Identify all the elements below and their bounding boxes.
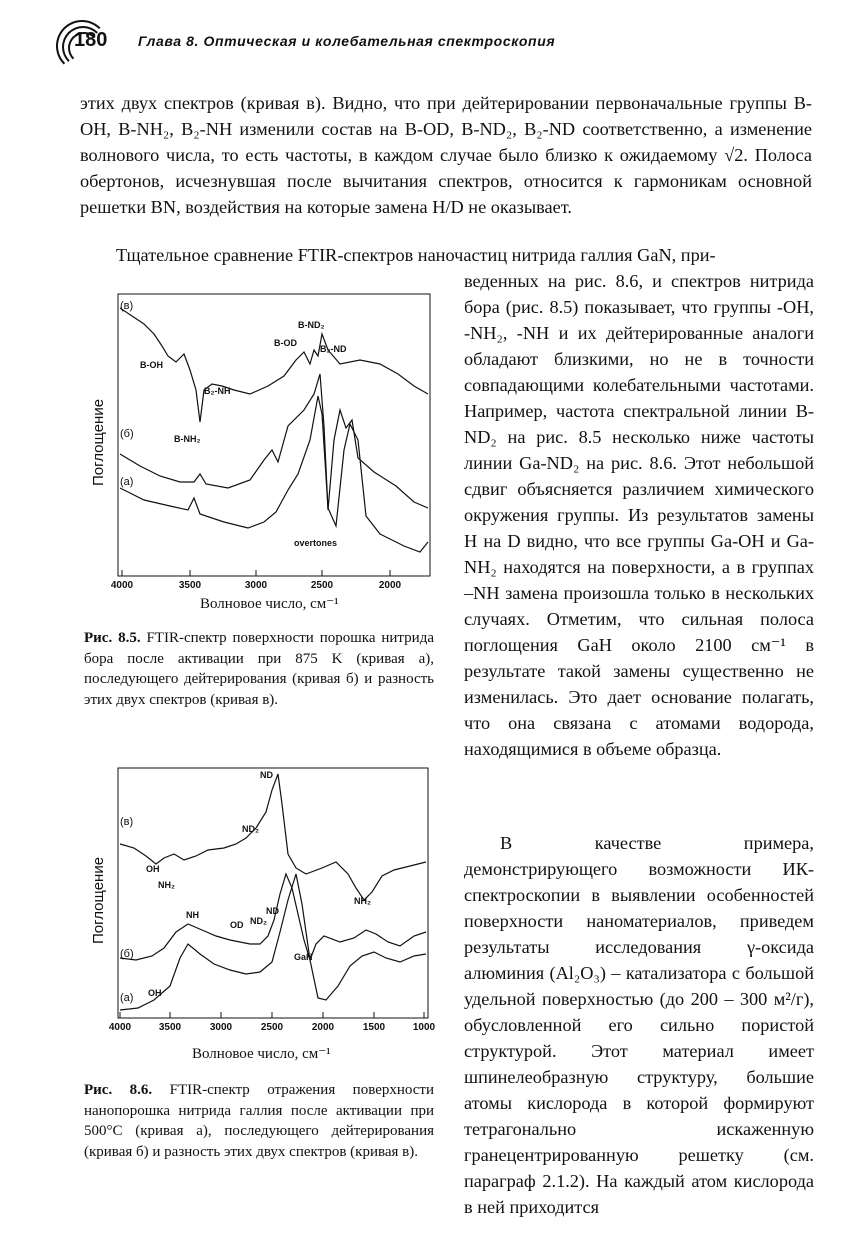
overtones-label: overtones: [294, 538, 338, 548]
peak-label-b-oh: B-OH: [140, 360, 163, 370]
top-paragraph: этих двух спектров (кривая в). Видно, что при дейтерировании первоначальные группы B-OH, B-NH₂, B₂-NH изменили состав на B-OD, B-ND₂, B₂-ND соответственно, а изменение волнового числа, то есть частоты, в каждом случае было близко к ожидаемому √2. Полоса обертонов, исчезнувшая после вычитания спектров, относится к гармоникам основной решетки BN, воздействия на которые замена H/D не оказывает.: [80, 93, 812, 217]
figure-8-5-caption: [84, 628, 434, 710]
xtick: 4000: [110, 580, 134, 591]
peak-label-od: OD: [230, 920, 244, 930]
figure-8-5-plot: [84, 290, 444, 620]
peak-label-b2-nd: B₂-ND: [320, 344, 347, 354]
curve-label-v: (в): [120, 816, 134, 828]
figure-8-6-xlabel: Волновое число, см⁻¹: [192, 1046, 331, 1062]
figure-8-6-ylabel: Поглощение: [90, 856, 107, 944]
figure-8-5: [84, 290, 444, 620]
caption-label: Рис. 8.5.: [84, 630, 141, 646]
xtick: 2500: [260, 1022, 284, 1033]
peak-label-b-nd2: B-ND₂: [298, 320, 325, 330]
peak-label-nd2-b: ND₂: [250, 916, 267, 926]
peak-label-b2-nh: B₂-NH: [204, 386, 231, 396]
peak-label-oh: OH: [146, 864, 160, 874]
figure-8-5-xlabel: Волновое число, см⁻¹: [200, 596, 339, 612]
caption-text: FTIR-спектр поверхности порошка нитрида бора после активации при 875 K (кривая а), последующего дейтерирования (кривая б) и разность этих двух спектров (кривая в).: [84, 630, 434, 708]
right-column-paragraph-2: В качестве примера, демонстрирующего возможности ИК-спектроскопии в выявлении особенностей поверхности наноматериалов, приведем результаты исследования γ-оксида алюминия (Al₂O₃) – катализатора с большой удельной поверхностью (до 200 – 300 м²/г), обусловленной его сильно пористой структурой. Этот материал имеет шпинелеобразную структуру, большие атомы кислорода в которой формируют тетрагонально искаженную гранецентрированную решетку (см. параграф 2.1.2). На каждый атом кислорода в ней приходится: [464, 833, 814, 1217]
xtick: 1000: [412, 1022, 436, 1033]
xtick: 2500: [310, 580, 334, 591]
page-number: 180: [74, 29, 108, 51]
peak-label-nd-b: ND: [266, 906, 279, 916]
xtick: 3500: [178, 580, 202, 591]
peak-label-b-od: B-OD: [274, 338, 297, 348]
peak-label-b-nh2: B-NH₂: [174, 434, 201, 444]
running-title: Глава 8. Оптическая и колебательная спектроскопия: [138, 33, 556, 49]
xtick: 3500: [158, 1022, 182, 1033]
peak-label-oh-b: OH: [148, 988, 162, 998]
figure-8-6-caption: [84, 1080, 434, 1162]
curve-label-a: (а): [120, 476, 134, 488]
right-column-paragraph-1: веденных на рис. 8.6, и спектров нитрида бора (рис. 8.5) показывает, что группы -OH, -NH₂, -NH и их дейтерированные аналоги обладают близкими, но не в точности совпадающими колебательными частотами. Например, частота спектральной линии B-ND₂ на рис. 8.5 несколько ниже частоты линии Ga-ND₂ на рис. 8.6. Этот небольшой сдвиг объясняется различием химического окружения группы. Из результатов замены H на D видно, что все группы Ga-OH и Ga-NH₂ находятся на поверхности, а в группах –NH замена произошла только в нескольких случаях. Отметим, что сильная полоса поглощения GaH около 2100 см⁻¹ в результате такой замены существенно не изменилась. Это дает основание полагать, что она связана с атомами водорода, находящимися в объеме образца.: [464, 271, 814, 759]
xtick: 2000: [311, 1022, 335, 1033]
peak-label-nh2-b: NH₂: [354, 896, 371, 906]
curve-label-v: (в): [120, 300, 134, 312]
curve-label-b: (б): [120, 428, 134, 440]
curve-label-b: (б): [120, 948, 134, 960]
peak-label-gah: GaH: [294, 952, 313, 962]
caption-text: FTIR-спектр отражения поверхности нанопорошка нитрида галлия после активации при 500°C (кривая а), последующего дейтерирования (кривая б) и разность этих двух спектров (кривая в).: [84, 1082, 434, 1160]
figure-8-6: [84, 764, 444, 1066]
peak-label-nh2: NH₂: [158, 880, 175, 890]
peak-label-nh: NH: [186, 910, 199, 920]
figure-8-5-ylabel: Поглощение: [90, 398, 107, 486]
peak-label-nd2: ND₂: [242, 824, 259, 834]
xtick: 1500: [362, 1022, 386, 1033]
xtick: 4000: [108, 1022, 132, 1033]
curve-label-a: (а): [120, 992, 134, 1004]
second-paragraph-start: Тщательное сравнение FTIR-спектров наночастиц нитрида галлия GaN, при-: [116, 245, 716, 265]
xtick: 3000: [244, 580, 268, 591]
figure-8-6-plot: [84, 764, 444, 1066]
peak-label-nd: ND: [260, 770, 273, 780]
xtick: 2000: [378, 580, 402, 591]
xtick: 3000: [209, 1022, 233, 1033]
caption-label: Рис. 8.6.: [84, 1082, 153, 1098]
